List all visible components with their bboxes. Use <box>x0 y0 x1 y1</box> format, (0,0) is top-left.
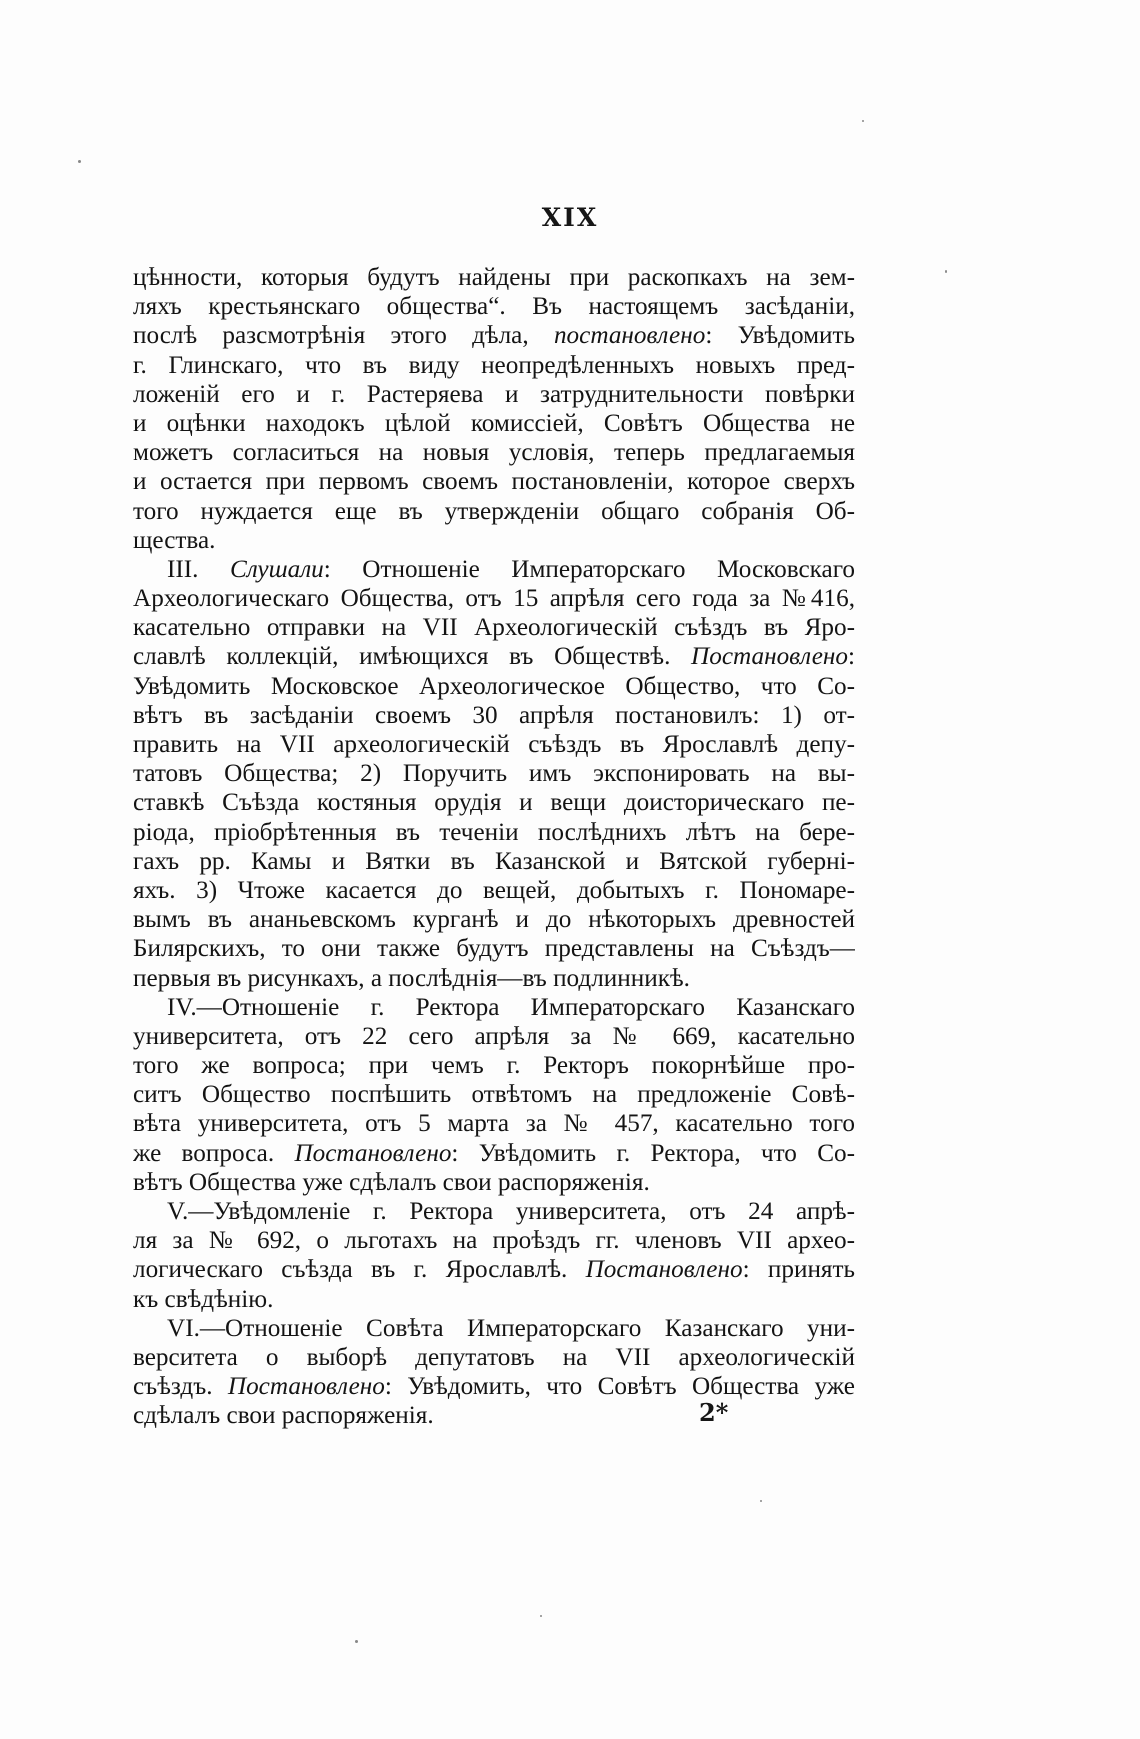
text-line: и остается при первомъ своемъ постановленіи, которое сверхъ <box>133 468 855 496</box>
text-line: татовъ Общества; 2) Поручить имъ экспонировать на вы- <box>133 760 855 788</box>
text-line: IV.—Отношеніе г. Ректора Императорскаго Казанскаго <box>167 993 855 1021</box>
text-line: можетъ согласиться на новыя условія, теперь предлагаемыя <box>133 439 855 467</box>
italic-term: Постановлено <box>691 643 848 671</box>
text-line <box>133 1139 855 1168</box>
italic-term: Постановлено <box>585 1256 743 1284</box>
text-line: того же вопроса; при чемъ г. Ректоръ покорнѣйше про- <box>133 1052 855 1080</box>
text-line: VI.—Отношеніе Совѣта Императорскаго Казанскаго уни- <box>167 1314 855 1342</box>
text-line: и оцѣнки находокъ цѣлой комиссіей, Совѣтъ Общества не <box>133 409 855 437</box>
text-line <box>133 321 855 350</box>
text-run: : Увѣдомить, что Совѣтъ Общества уже <box>384 1373 855 1401</box>
text-line: ситъ Общество поспѣшить отвѣтомъ на предложеніе Совѣ- <box>133 1081 855 1109</box>
paper-speck <box>78 160 81 163</box>
paper-speck <box>540 1615 542 1617</box>
text-line: Археологическаго Общества, отъ 15 апрѣля сего года за №416, <box>133 585 855 613</box>
text-line <box>133 1372 855 1401</box>
italic-term: Постановлено <box>294 1139 452 1167</box>
text-line: сдѣлалъ свои распоряженія. <box>133 1402 434 1430</box>
italic-term: постановлено <box>553 322 706 350</box>
signature-mark: 2* <box>699 1398 729 1427</box>
text-line: щества. <box>133 526 216 554</box>
text-line: вымъ въ ананьевскомъ курганѣ и до нѣкоторыхъ древностей <box>133 906 855 934</box>
text-line: Билярскихъ, то они также будутъ представлены на Съѣздъ— <box>133 935 855 963</box>
text-line: вѣтъ Общества уже сдѣлалъ свои распоряженія. <box>133 1168 650 1196</box>
paper-speck <box>760 1500 762 1502</box>
text-line: г. Глинскаго, что въ виду неопредѣленныхъ новыхъ пред- <box>133 351 855 379</box>
text-run: : Увѣдомить <box>705 322 855 350</box>
text-line: ля за № 692, о льготахъ на проѣздъ гг. членовъ VII архео- <box>133 1227 855 1255</box>
paper-speck <box>945 270 947 273</box>
text-run: : <box>848 643 855 671</box>
text-run: : принять <box>742 1256 855 1284</box>
text-line: яхъ. 3) Чтоже касается до вещей, добытыхъ г. Пономаре- <box>133 876 855 904</box>
text-run: же вопроса. <box>133 1139 295 1167</box>
text-run: послѣ разсмотрѣнія этого дѣла, <box>133 322 554 350</box>
text-line: ставкѣ Съѣзда костяныя орудія и вещи доисторическаго пе- <box>133 789 855 817</box>
italic-term: Постановлено <box>227 1373 385 1401</box>
text-line <box>133 555 855 584</box>
text-run: : Увѣдомить г. Ректора, что Со- <box>451 1139 855 1167</box>
text-line: касательно отправки на VII Археологическій съѣздъ въ Яро- <box>133 614 855 642</box>
text-line: гахъ рр. Камы и Вятки въ Казанской и Вятской губерні- <box>133 847 855 875</box>
text-line: V.—Увѣдомленіе г. Ректора университета, отъ 24 апрѣ- <box>167 1198 855 1225</box>
running-head-page-number: XIX <box>541 203 599 232</box>
text-line <box>133 1255 855 1284</box>
italic-term: Слушали <box>229 555 324 583</box>
text-line: ложеній его и г. Растеряева и затруднительности повѣрки <box>133 380 855 408</box>
text-run: : Отношеніе Императорскаго Московскаго <box>323 555 855 583</box>
text-line <box>133 642 855 671</box>
text-line: къ свѣдѣнію. <box>133 1285 274 1313</box>
text-line: ляхъ крестьянскаго общества“. Въ настоящемъ засѣданіи, <box>133 293 855 321</box>
text-run: съѣздъ. <box>133 1373 228 1401</box>
text-line: того нуждается еще въ утвержденіи общаго собранія Об- <box>133 497 855 525</box>
text-line: первыя въ рисункахъ, а послѣднія—въ подлинникѣ. <box>133 964 690 992</box>
text-run: логическаго съѣзда въ г. Ярославлѣ. <box>133 1256 586 1284</box>
text-run: славлѣ коллекцій, имѣющихся въ Обществѣ. <box>133 643 692 671</box>
text-line: Увѣдомить Московское Археологическое Общество, что Со- <box>133 672 855 700</box>
text-line: университета, отъ 22 сего апрѣля за № 669, касательно <box>133 1022 855 1050</box>
paper-speck <box>862 120 864 122</box>
text-line: ріода, пріобрѣтенныя въ теченіи послѣднихъ лѣтъ на бере- <box>133 818 855 846</box>
text-line: править на VII археологическій съѣздъ въ Ярославлѣ депу- <box>133 731 855 758</box>
text-line: верситета о выборѣ депутатовъ на VII археологическій <box>133 1343 855 1371</box>
body-text <box>133 263 855 1431</box>
text-run: III. <box>167 555 230 583</box>
text-line: вѣтъ въ засѣданіи своемъ 30 апрѣля постановилъ: 1) от- <box>133 701 855 729</box>
paper-speck <box>355 1640 358 1643</box>
text-line: вѣта университета, отъ 5 марта за № 457, касательно того <box>133 1110 855 1138</box>
text-line: цѣнности, которыя будутъ найдены при раскопкахъ на зем- <box>133 264 855 291</box>
